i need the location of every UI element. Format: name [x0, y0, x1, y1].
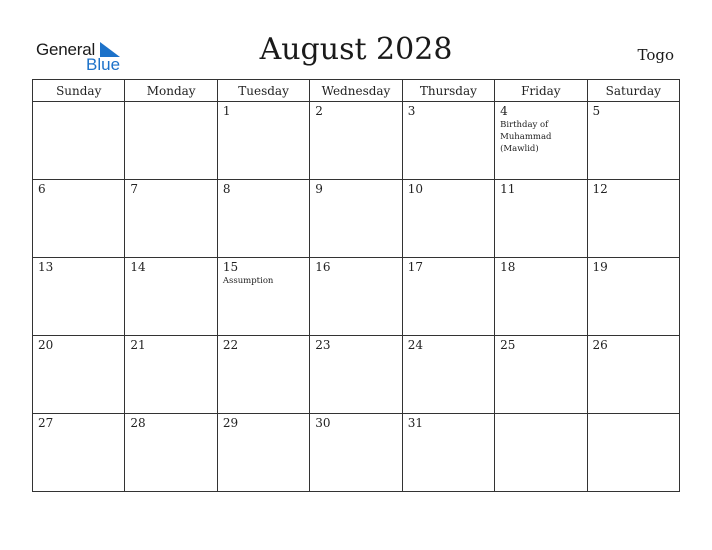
- day-cell: [310, 414, 402, 492]
- day-number: 17: [407, 260, 423, 274]
- holiday-label: [310, 352, 395, 353]
- weekday-header: Tuesday: [217, 80, 309, 102]
- holiday-label: [588, 416, 673, 417]
- holiday-label: [588, 196, 673, 197]
- day-cell: [402, 258, 494, 336]
- holiday-label: [125, 430, 210, 431]
- holiday-label: [310, 430, 395, 431]
- day-cell: [310, 102, 402, 180]
- day-cell: [495, 414, 587, 492]
- holiday-label: [33, 352, 118, 353]
- holiday-label: [495, 352, 580, 353]
- day-number: 19: [592, 260, 608, 274]
- holiday-label: [125, 274, 210, 275]
- week-row: [33, 336, 680, 414]
- weekday-header-row: [33, 80, 680, 102]
- holiday-label: [33, 430, 118, 431]
- day-cell: [587, 414, 679, 492]
- day-cell: [495, 102, 587, 180]
- day-number: 23: [315, 338, 331, 352]
- day-cell: [125, 102, 217, 180]
- day-number: 18: [500, 260, 516, 274]
- day-cell: [495, 258, 587, 336]
- day-number: 28: [130, 416, 146, 430]
- holiday-label: [403, 274, 488, 275]
- holiday-label: Birthday of Muhammad (Mawlid): [500, 120, 552, 154]
- day-cell: [125, 414, 217, 492]
- logo-general-text: General: [36, 40, 96, 59]
- day-number: 22: [222, 338, 239, 352]
- day-cell: [402, 414, 494, 492]
- week-row: [33, 258, 680, 336]
- day-number: 20: [38, 338, 54, 352]
- day-cell: [495, 180, 587, 258]
- day-number: 11: [500, 182, 516, 196]
- holiday-label: [218, 352, 303, 353]
- day-number: 29: [222, 416, 239, 430]
- holiday-label: [495, 416, 580, 417]
- day-number: 31: [407, 416, 423, 430]
- day-cell: [402, 102, 494, 180]
- day-cell: [310, 336, 402, 414]
- day-number: 9: [315, 182, 323, 196]
- day-cell: [310, 258, 402, 336]
- holiday-label: [218, 118, 303, 119]
- logo-blue-text: Blue: [86, 55, 121, 74]
- holiday-label: [125, 196, 210, 197]
- day-cell: [33, 258, 125, 336]
- day-cell: [310, 180, 402, 258]
- holiday-label: [495, 196, 580, 197]
- calendar-title: August 2028: [259, 32, 453, 67]
- day-cell: [217, 102, 309, 180]
- day-number: 24: [407, 338, 423, 352]
- holiday-label: [588, 352, 673, 353]
- day-number: 8: [222, 182, 231, 196]
- holiday-label: [33, 104, 118, 105]
- day-cell: [125, 258, 217, 336]
- country-label: Togo: [637, 46, 674, 64]
- holiday-label: [218, 430, 303, 431]
- holiday-label: [310, 118, 395, 119]
- day-cell: [125, 336, 217, 414]
- holiday-label: [403, 352, 488, 353]
- day-number: 4: [500, 104, 508, 118]
- holiday-label: [125, 104, 210, 105]
- holiday-label: [33, 196, 118, 197]
- holiday-label: [310, 274, 395, 275]
- day-cell: [125, 180, 217, 258]
- day-cell: [217, 414, 309, 492]
- holiday-label: [403, 430, 488, 431]
- holiday-label: [403, 196, 488, 197]
- weekday-header: Monday: [125, 80, 217, 102]
- day-cell: [33, 414, 125, 492]
- day-number: 5: [592, 104, 601, 118]
- holiday-label: [495, 274, 580, 275]
- day-number: 12: [592, 182, 608, 196]
- weekday-header: Sunday: [33, 80, 125, 102]
- day-number: 16: [315, 260, 331, 274]
- day-number: 1: [222, 104, 231, 118]
- day-number: 21: [130, 338, 146, 352]
- holiday-label: [125, 352, 210, 353]
- day-cell: [33, 336, 125, 414]
- day-cell: [587, 102, 679, 180]
- day-cell: [217, 258, 309, 336]
- day-cell: [495, 336, 587, 414]
- day-number: 15: [222, 260, 239, 274]
- weekday-header: Saturday: [587, 80, 679, 102]
- day-number: 30: [315, 416, 331, 430]
- holiday-label: Assumption: [222, 276, 274, 286]
- holiday-label: [588, 274, 673, 275]
- day-number: 2: [315, 104, 323, 118]
- day-number: 7: [130, 182, 139, 196]
- day-cell: [587, 258, 679, 336]
- day-cell: [587, 336, 679, 414]
- holiday-label: [403, 118, 488, 119]
- calendar-grid: [32, 79, 680, 492]
- week-row: [33, 180, 680, 258]
- holiday-label: [588, 118, 673, 119]
- day-number: 3: [407, 104, 416, 118]
- day-cell: [217, 180, 309, 258]
- day-cell: [217, 336, 309, 414]
- day-number: 26: [592, 338, 608, 352]
- day-number: 6: [38, 182, 46, 196]
- day-number: 14: [130, 260, 146, 274]
- week-row: [33, 414, 680, 492]
- day-cell: [587, 180, 679, 258]
- day-number: 27: [38, 416, 54, 430]
- day-cell: [402, 336, 494, 414]
- day-number: 25: [500, 338, 516, 352]
- weekday-header: Wednesday: [310, 80, 402, 102]
- day-cell: [33, 102, 125, 180]
- day-number: 13: [38, 260, 54, 274]
- holiday-label: [310, 196, 395, 197]
- weekday-header: Friday: [495, 80, 587, 102]
- day-cell: [402, 180, 494, 258]
- holiday-label: [218, 196, 303, 197]
- day-cell: [33, 180, 125, 258]
- weekday-header: Thursday: [402, 80, 494, 102]
- day-number: 10: [407, 182, 423, 196]
- week-row: [33, 102, 680, 180]
- holiday-label: [33, 274, 118, 275]
